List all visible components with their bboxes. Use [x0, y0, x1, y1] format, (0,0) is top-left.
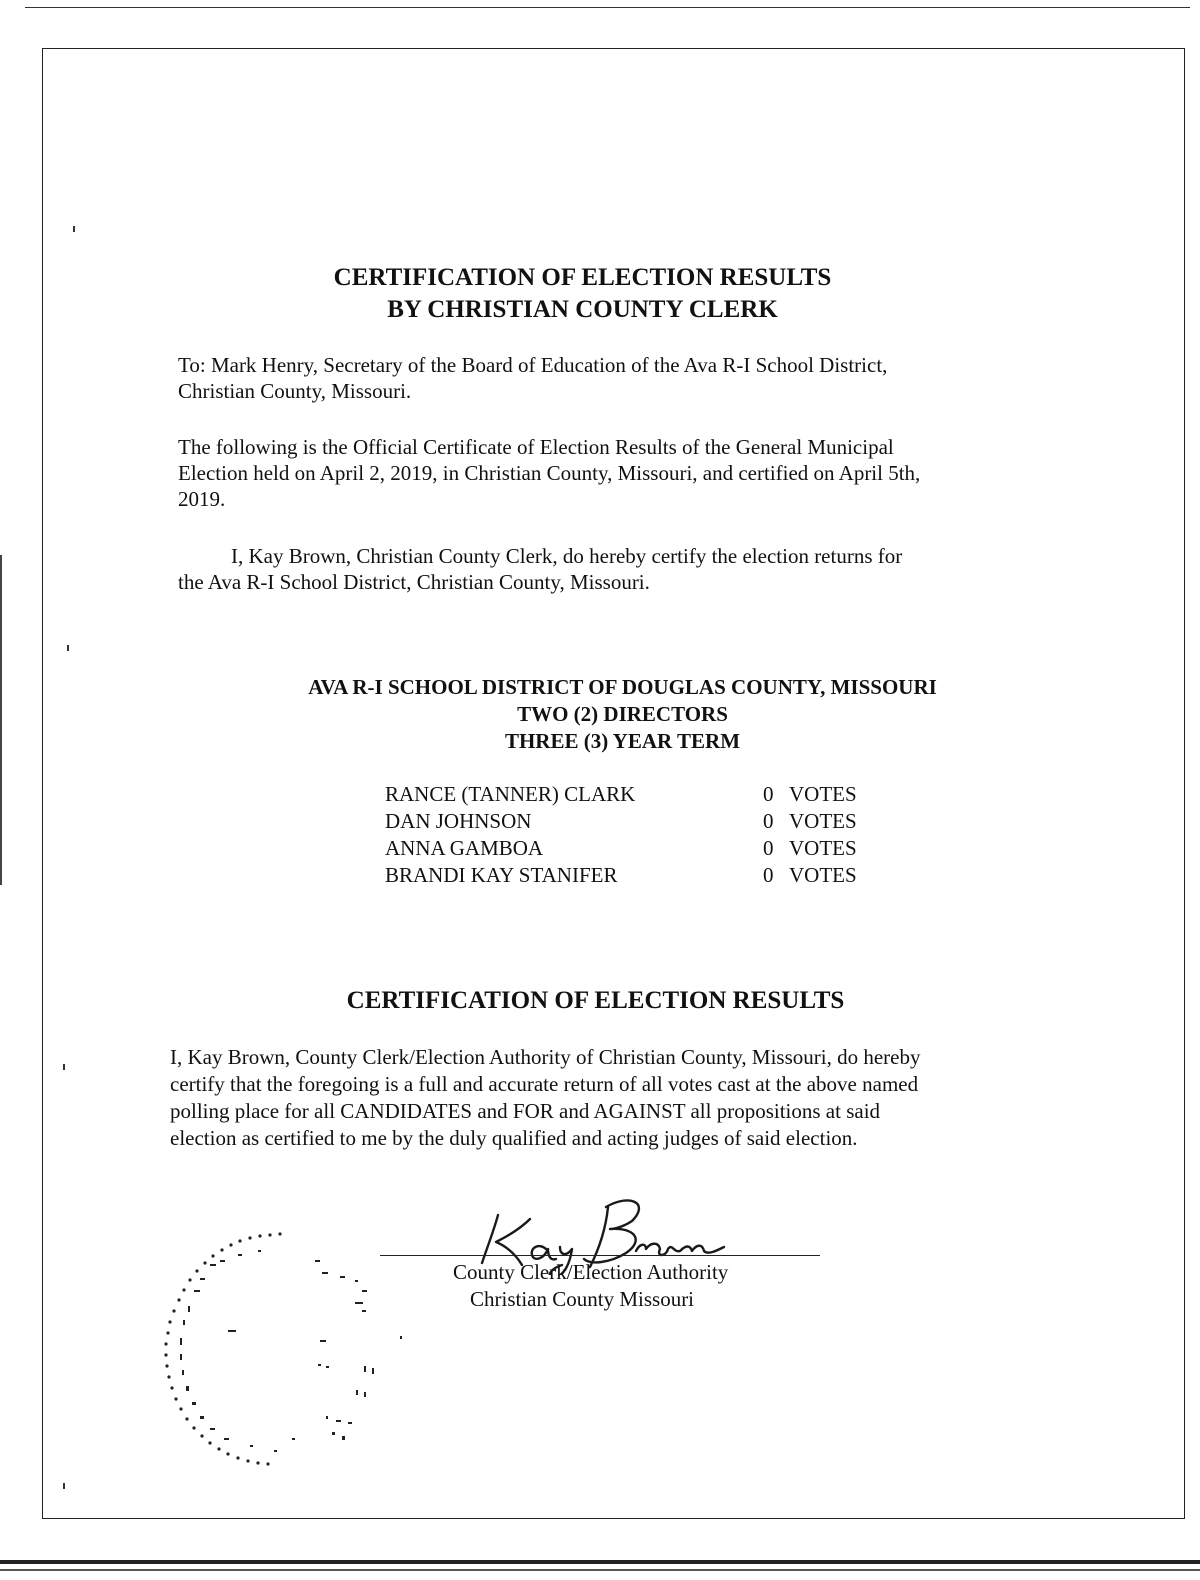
clerk-certify-line2: the Ava R-I School District, Christian County, Missouri.	[178, 570, 650, 594]
certification-text-line4: election as certified to me by the duly qualified and acting judges of said election.	[170, 1126, 858, 1150]
scan-edge-top	[25, 7, 1190, 8]
binder-hole-mark	[63, 1064, 65, 1070]
binder-hole-mark	[73, 226, 75, 232]
table-row	[385, 862, 905, 889]
vote-unit: VOTES	[789, 809, 857, 833]
signature-line	[380, 1255, 820, 1256]
signature-caption-title: County Clerk/Election Authority	[453, 1260, 729, 1284]
vote-unit: VOTES	[789, 782, 857, 806]
document-title-line1: CERTIFICATION OF ELECTION RESULTS	[333, 264, 832, 291]
candidate-name: RANCE (TANNER) CLARK	[385, 782, 636, 806]
document-title-line2: BY CHRISTIAN COUNTY CLERK	[387, 296, 778, 323]
vote-unit: VOTES	[789, 863, 857, 887]
candidate-name: ANNA GAMBOA	[385, 836, 544, 860]
table-row	[385, 808, 905, 835]
contest-heading-directors: TWO (2) DIRECTORS	[517, 702, 728, 726]
contest-heading-district: AVA R-I SCHOOL DISTRICT OF DOUGLAS COUNTY, MISSOURI	[308, 675, 937, 699]
vote-unit: VOTES	[789, 836, 857, 860]
vote-count: 0	[763, 782, 774, 806]
table-row	[385, 781, 905, 808]
table-row	[385, 835, 905, 862]
vote-count: 0	[763, 836, 774, 860]
vote-count: 0	[763, 809, 774, 833]
official-statement-line2: Election held on April 2, 2019, in Christian County, Missouri, and certified on April 5th,	[178, 461, 921, 485]
certification-text-line3: polling place for all CANDIDATES and FOR and AGAINST all propositions at said	[170, 1099, 881, 1123]
certification-text-line1: I, Kay Brown, County Clerk/Election Authority of Christian County, Missouri, do hereby	[170, 1045, 921, 1069]
scan-edge-bottom	[0, 1560, 1200, 1564]
addressee-line1: To: Mark Henry, Secretary of the Board of Education of the Ava R-I School District,	[178, 353, 888, 377]
binder-hole-mark	[63, 1483, 65, 1489]
contest-heading-term: THREE (3) YEAR TERM	[504, 729, 741, 753]
candidate-name: DAN JOHNSON	[385, 809, 532, 833]
official-statement-line3: 2019.	[178, 487, 226, 511]
certification-text-line2: certify that the foregoing is a full and accurate return of all votes cast at the above named	[170, 1072, 919, 1096]
embossed-seal-icon	[150, 1220, 410, 1490]
results-table	[385, 781, 905, 889]
candidate-name: BRANDI KAY STANIFER	[385, 863, 618, 887]
binder-hole-mark	[67, 645, 69, 651]
scan-edge-bottom-thin	[0, 1569, 1200, 1571]
signature-caption-county: Christian County Missouri	[470, 1287, 695, 1311]
addressee-line2: Christian County, Missouri.	[178, 379, 412, 403]
clerk-certify-line1: I, Kay Brown, Christian County Clerk, do hereby certify the election returns for	[231, 544, 903, 568]
official-statement-line1: The following is the Official Certificate of Election Results of the General Municipal	[178, 435, 894, 459]
certification-title: CERTIFICATION OF ELECTION RESULTS	[346, 987, 845, 1014]
vote-count: 0	[763, 863, 774, 887]
